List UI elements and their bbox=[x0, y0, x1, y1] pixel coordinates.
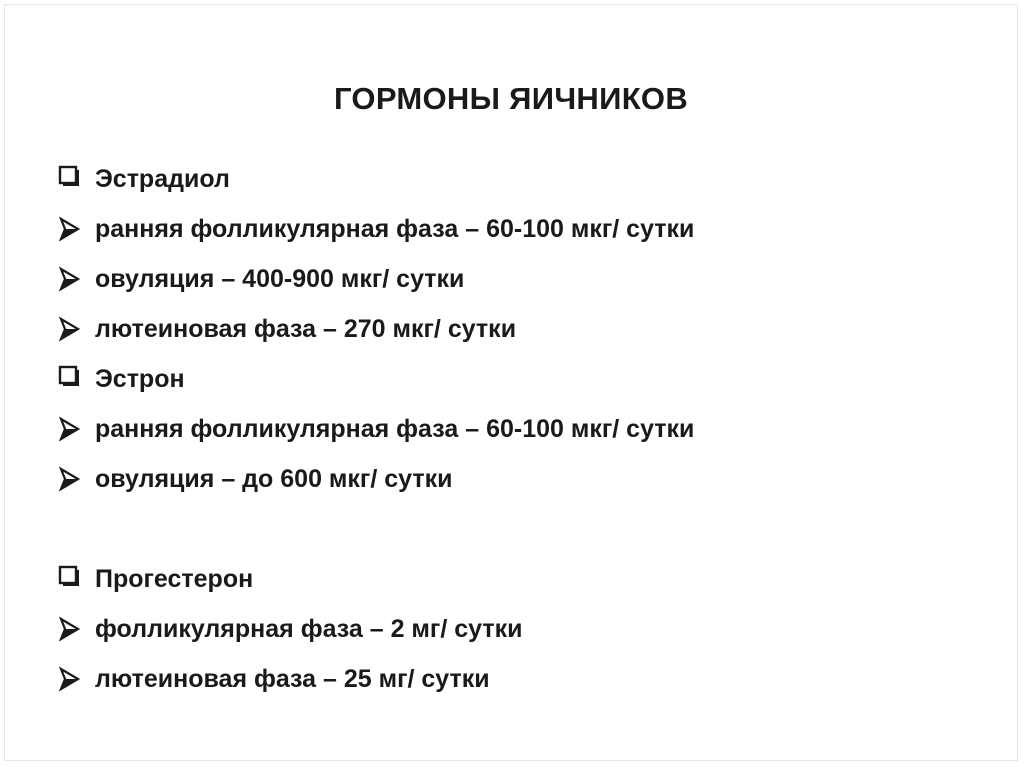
list-item bbox=[49, 359, 989, 409]
bullet-list bbox=[49, 159, 989, 709]
list-item-text: ранняя фолликулярная фаза – 60-100 мкг/ сутки bbox=[95, 415, 695, 443]
square-checkbox-icon bbox=[49, 159, 89, 199]
list-item bbox=[49, 559, 989, 609]
list-item-text: Прогестерон bbox=[95, 565, 254, 593]
arrow-right-icon bbox=[49, 409, 89, 449]
list-item-text: лютеиновая фаза – 25 мг/ сутки bbox=[95, 665, 490, 693]
page-title: ГОРМОНЫ ЯИЧНИКОВ bbox=[333, 81, 689, 116]
list-item bbox=[49, 309, 989, 359]
list-item-text: Эстрон bbox=[95, 365, 185, 393]
list-item-text: лютеиновая фаза – 270 мкг/ сутки bbox=[95, 315, 517, 343]
square-checkbox-icon bbox=[49, 359, 89, 399]
square-checkbox-icon bbox=[49, 559, 89, 599]
list-item bbox=[49, 209, 989, 259]
list-item bbox=[49, 409, 989, 459]
arrow-right-icon bbox=[49, 459, 89, 499]
arrow-right-icon bbox=[49, 609, 89, 649]
list-item-text: овуляция – 400-900 мкг/ сутки bbox=[95, 265, 465, 293]
list-item-text: овуляция – до 600 мкг/ сутки bbox=[95, 465, 453, 493]
arrow-right-icon bbox=[49, 309, 89, 349]
list-item-text: фолликулярная фаза – 2 мг/ сутки bbox=[95, 615, 523, 643]
arrow-right-icon bbox=[49, 659, 89, 699]
list-item-text: ранняя фолликулярная фаза – 60-100 мкг/ сутки bbox=[95, 215, 695, 243]
list-item-text: Эстрадиол bbox=[95, 165, 230, 193]
list-item bbox=[49, 159, 989, 209]
arrow-right-icon bbox=[49, 259, 89, 299]
list-item bbox=[49, 609, 989, 659]
arrow-right-icon bbox=[49, 209, 89, 249]
slide bbox=[4, 4, 1018, 761]
list-item bbox=[49, 259, 989, 309]
list-item bbox=[49, 659, 989, 709]
list-item bbox=[49, 459, 989, 509]
